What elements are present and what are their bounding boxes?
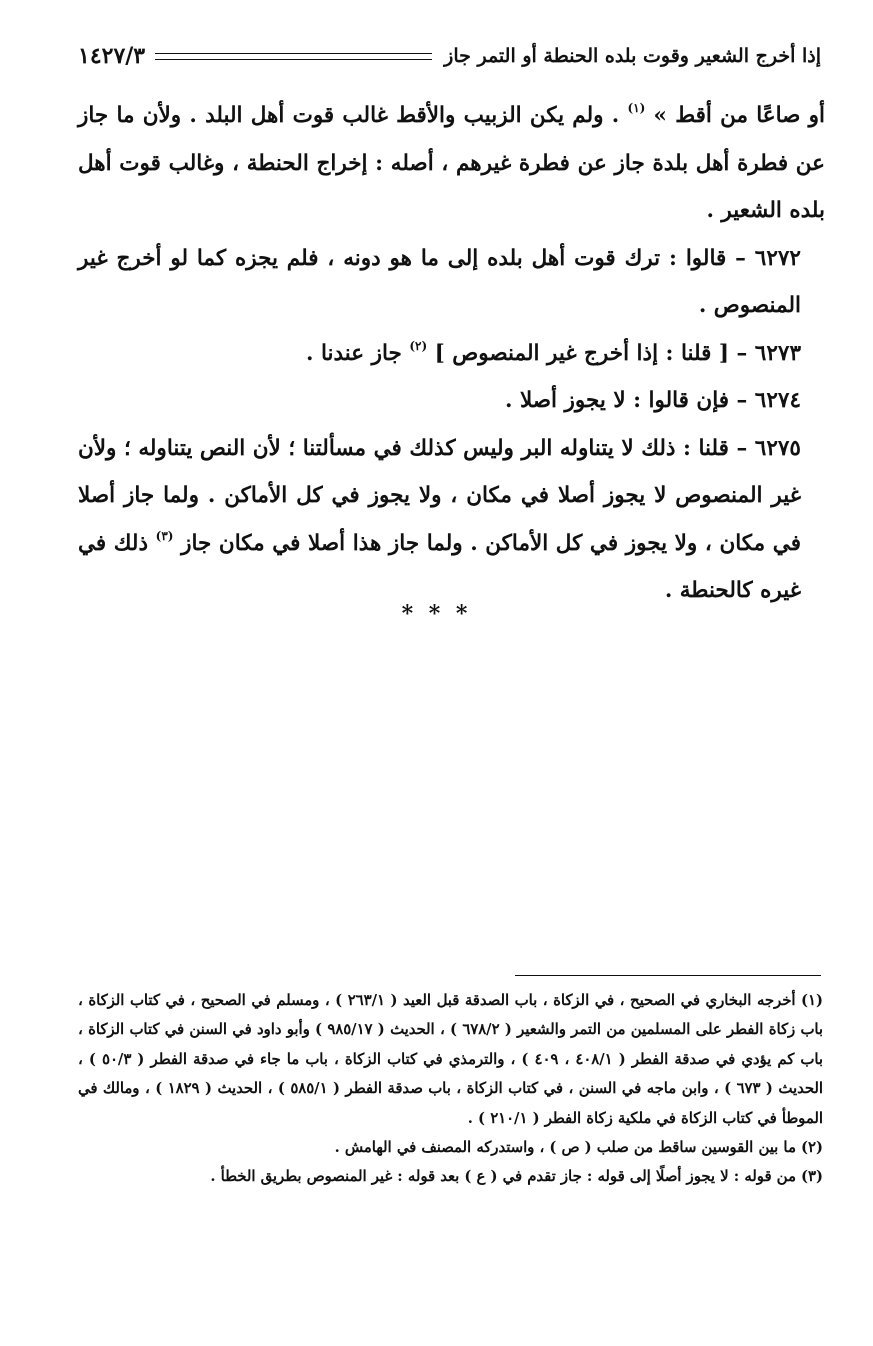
main-text xyxy=(78,92,825,615)
paragraph-6273 xyxy=(78,330,825,378)
text-run: أو صاعًا من أقط » xyxy=(653,103,825,128)
text-run: – فإن قالوا : لا يجوز أصلا . xyxy=(504,388,748,413)
paragraph-continued xyxy=(78,92,825,235)
footnote-1: (١) أخرجه البخاري في الصحيح ، في الزكاة ، باب الصدقة قبل العيد ( ٢٦٣/١ ) ، ومسلم في الصحيح ، في كتاب الزكاة ، باب زكاة الفطر على المسلمين من التمر والشعير ( ٦٧٨/٢ ) ، الحديث ( ٩٨٥/١٧ ) وأبو داود في السنن في كتاب الزكاة ، باب كم يؤدي في صدقة الفطر ( ٤٠٨/١ ، ٤٠٩ ) ، والترمذي في كتاب الزكاة ، باب ما جاء في صدقة الفطر ( ٥٠/٣ ) ، الحديث ( ٦٧٣ ) ، وابن ماجه في السنن ، في كتاب الزكاة ، باب صدقة الفطر ( ٥٨٥/١ ) ، الحديث ( ١٨٢٩ ) ، ومالك في الموطأ في كتاب الزكاة في ملكية زكاة الفطر ( ٢١٠/١ ) . xyxy=(78,992,824,1127)
paragraph-6272 xyxy=(78,235,825,330)
text-run: . ولم يكن الزبيب والأقط غالب قوت أهل البلد . ولأن ما جاز عن فطرة أهل بلدة جاز عن فطرة غيرهم ، أصله : إخراج الحنطة ، وغالب قوت أهل بلده الشعير . xyxy=(78,103,825,223)
paragraph-number: ٦٢٧٢ xyxy=(754,245,801,271)
section-separator: * * * xyxy=(401,601,472,627)
text-run: – قالوا : ترك قوت أهل بلده إلى ما هو دونه ، فلم يجزه كما لو أخرج غير المنصوص . xyxy=(78,245,801,318)
running-header xyxy=(78,38,821,74)
footnote-marker-3: (٣) xyxy=(155,528,174,543)
page-number: ١٤٢٧/٣ xyxy=(78,43,146,69)
footnotes xyxy=(78,986,823,1192)
footnote-marker-1: (١) xyxy=(627,101,646,115)
text-run: – قلنا : ذلك لا يتناوله البر وليس كذلك في مسألتنا ؛ لأن النص يتناوله ؛ ولأن غير المنصوص لا يجوز أصلا في مكان ، ولا يجوز في كل الأماكن . ولما جاز أصلا في مكان ، ولا يجوز في كل الأماكن . ولما جاز هذا أصلا في مكان جاز xyxy=(78,435,801,556)
paragraph-number: ٦٢٧٥ xyxy=(754,435,801,461)
footnote-3: (٣) من قوله : لا يجوز أصلًا إلى قوله : جاز تقدم في ( ع ) بعد قوله : غير المنصوص بطريق الخطأ . xyxy=(210,1168,823,1186)
text-run: – [ قلنا : إذا أخرج غير المنصوص ] xyxy=(434,340,748,366)
paragraph-6275 xyxy=(78,425,825,615)
text-run: جاز عندنا . xyxy=(305,340,402,366)
paragraph-6274 xyxy=(78,377,825,425)
paragraph-number: ٦٢٧٤ xyxy=(754,388,801,413)
footnote-divider xyxy=(515,975,821,976)
footnote-marker-2: (٢) xyxy=(409,338,428,353)
header-title: إذا أخرج الشعير وقوت بلده الحنطة أو التمر جاز xyxy=(444,45,821,67)
header-double-rule xyxy=(155,53,432,60)
text-run: ذلك في غيره كالحنطة . xyxy=(78,530,801,603)
footnote-2: (٢) ما بين القوسين ساقط من صلب ( ص ) ، واستدركه المصنف في الهامش . xyxy=(334,1139,823,1157)
paragraph-number: ٦٢٧٣ xyxy=(754,340,801,366)
